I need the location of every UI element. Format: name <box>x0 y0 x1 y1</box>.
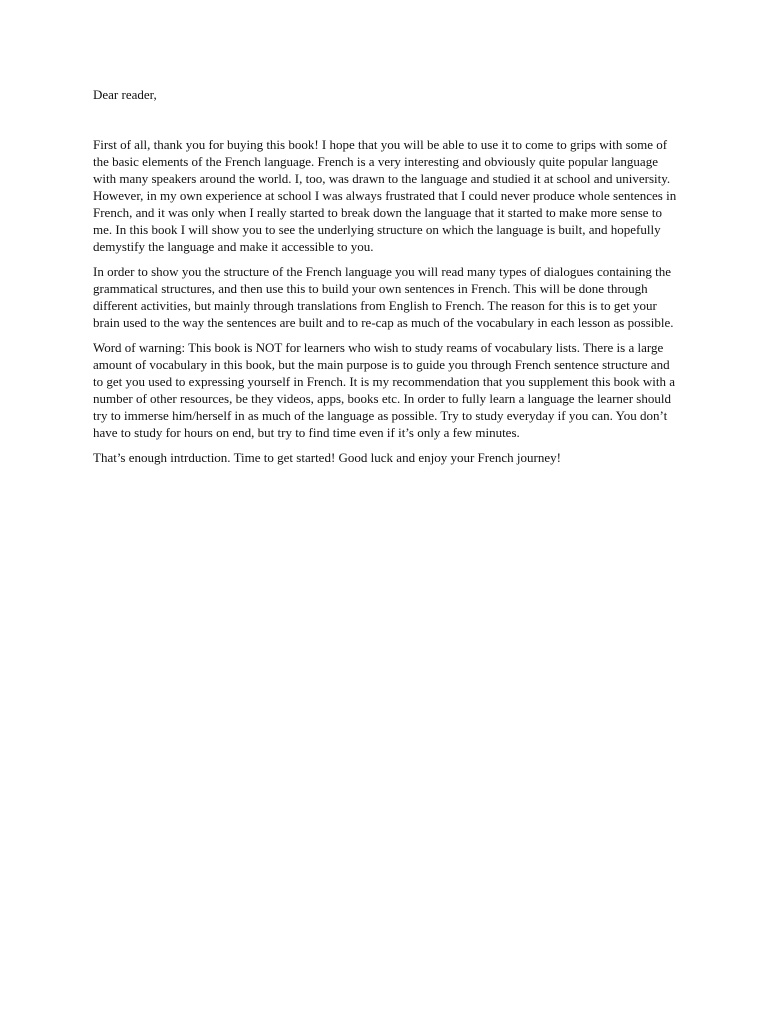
paragraph-closing: That’s enough intrduction. Time to get started! Good luck and enjoy your French journey! <box>93 450 561 465</box>
letter-body <box>93 86 678 474</box>
salutation: Dear reader, <box>93 87 157 102</box>
paragraph-book-structure: In order to show you the structure of the French language you will read many types of dialogues containing the grammatical structures, and then use this to build your own sentences in French. This will be done through different activities, but mainly through translations from English to French. The reason for this is to get your brain used to the way the sentences are built and to re-cap as much of the vocabulary in each lesson as possible. <box>93 264 674 330</box>
paragraph-warning: Word of warning: This book is NOT for learners who wish to study reams of vocabulary lists. There is a large amount of vocabulary in this book, but the main purpose is to guide you through French sentence structure and to get you used to expressing yourself in French. It is my recommendation that you supplement this book with a number of other resources, be they videos, apps, books etc. In order to fully learn a language the learner should try to immerse him/herself in as much of the language as possible. Try to study everyday if you can. You don’t have to study for hours on end, but try to find time even if it’s only a few minutes. <box>93 340 676 440</box>
paragraph-introduction: First of all, thank you for buying this book! I hope that you will be able to use it to come to grips with some of the basic elements of the French language. French is a very interesting and obviously quite popular language with many speakers around the world. I, too, was drawn to the language and studied it at school and university. However, in my own experience at school I was always frustrated that I could never produce whole sentences in French, and it was only when I really started to break down the language that it started to make more sense to me. In this book I will show you to see the underlying structure on which the language is built, and hopefully demystify the language and make it accessible to you. <box>93 137 677 254</box>
